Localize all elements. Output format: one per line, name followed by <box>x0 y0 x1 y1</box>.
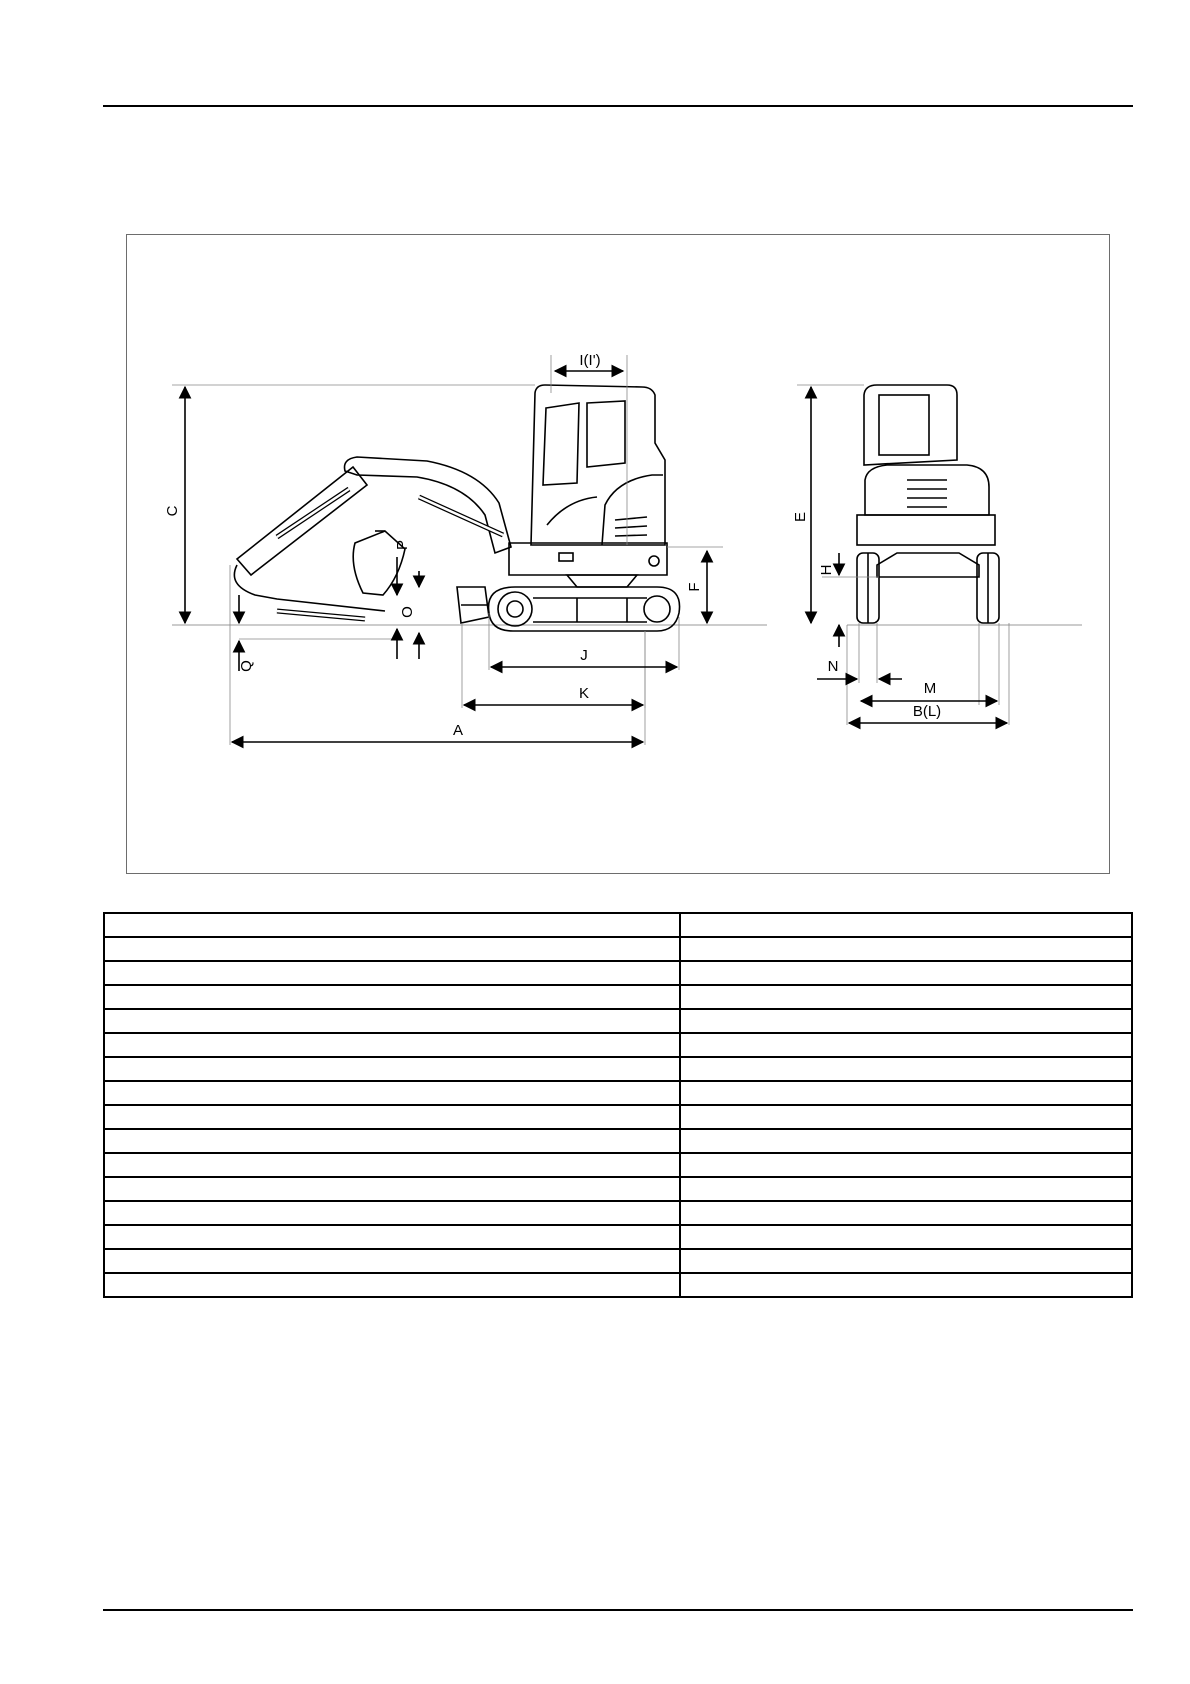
table-cell <box>680 1129 1132 1153</box>
dim-label-o: O <box>399 606 416 618</box>
table-cell <box>104 937 680 961</box>
dimension-figure <box>126 234 1110 874</box>
table-cell <box>104 1081 680 1105</box>
header-rule <box>103 105 1133 107</box>
dim-label-k: K <box>578 685 590 702</box>
dim-label-b: B(L) <box>912 703 942 720</box>
table-cell <box>680 1033 1132 1057</box>
table-cell <box>680 1057 1132 1081</box>
table-row <box>104 1249 1132 1273</box>
table-cell <box>680 1105 1132 1129</box>
table-cell <box>680 1009 1132 1033</box>
table-row <box>104 985 1132 1009</box>
table-cell <box>680 1249 1132 1273</box>
table-cell <box>104 1201 680 1225</box>
table-row <box>104 1105 1132 1129</box>
table-row <box>104 1129 1132 1153</box>
table-row <box>104 1177 1132 1201</box>
dim-label-c: C <box>164 505 181 517</box>
dim-label-m: M <box>923 680 937 697</box>
table-cell <box>104 1105 680 1129</box>
table-cell <box>680 1153 1132 1177</box>
table-cell <box>680 1225 1132 1249</box>
table-row <box>104 1273 1132 1297</box>
table-cell <box>680 1177 1132 1201</box>
table-row <box>104 961 1132 985</box>
excavator-front-illustration <box>857 385 999 623</box>
dim-label-h: H <box>818 564 835 576</box>
table-cell <box>104 1009 680 1033</box>
table-cell <box>680 1273 1132 1297</box>
table-row <box>104 913 1132 937</box>
table-cell <box>104 1225 680 1249</box>
footer-rule <box>103 1609 1133 1611</box>
table-row <box>104 1153 1132 1177</box>
table-cell <box>680 913 1132 937</box>
table-cell <box>104 985 680 1009</box>
table-cell <box>680 1081 1132 1105</box>
table-cell <box>680 985 1132 1009</box>
dim-label-i: I(I') <box>579 352 601 369</box>
table-cell <box>104 1129 680 1153</box>
table-row <box>104 1057 1132 1081</box>
table-cell <box>104 1153 680 1177</box>
table-cell <box>104 913 680 937</box>
dim-label-q: Q <box>238 660 255 672</box>
dim-label-j: J <box>580 647 588 664</box>
table-cell <box>680 1201 1132 1225</box>
table-cell <box>680 937 1132 961</box>
table-cell <box>104 1249 680 1273</box>
table-cell <box>104 1177 680 1201</box>
excavator-side-illustration <box>234 385 679 631</box>
table-row <box>104 1201 1132 1225</box>
dim-label-p: P <box>394 539 411 551</box>
dim-label-a: A <box>452 722 464 739</box>
table-cell <box>680 961 1132 985</box>
table-row <box>104 1033 1132 1057</box>
dim-label-f: F <box>686 582 703 592</box>
dim-label-e: E <box>792 511 809 523</box>
dim-label-n: N <box>827 658 839 675</box>
table-row <box>104 1081 1132 1105</box>
table-cell <box>104 1033 680 1057</box>
table-row <box>104 1009 1132 1033</box>
specification-table <box>103 912 1133 1298</box>
table-row <box>104 937 1132 961</box>
table-cell <box>104 1273 680 1297</box>
table-cell <box>104 961 680 985</box>
table-cell <box>104 1057 680 1081</box>
table-row <box>104 1225 1132 1249</box>
